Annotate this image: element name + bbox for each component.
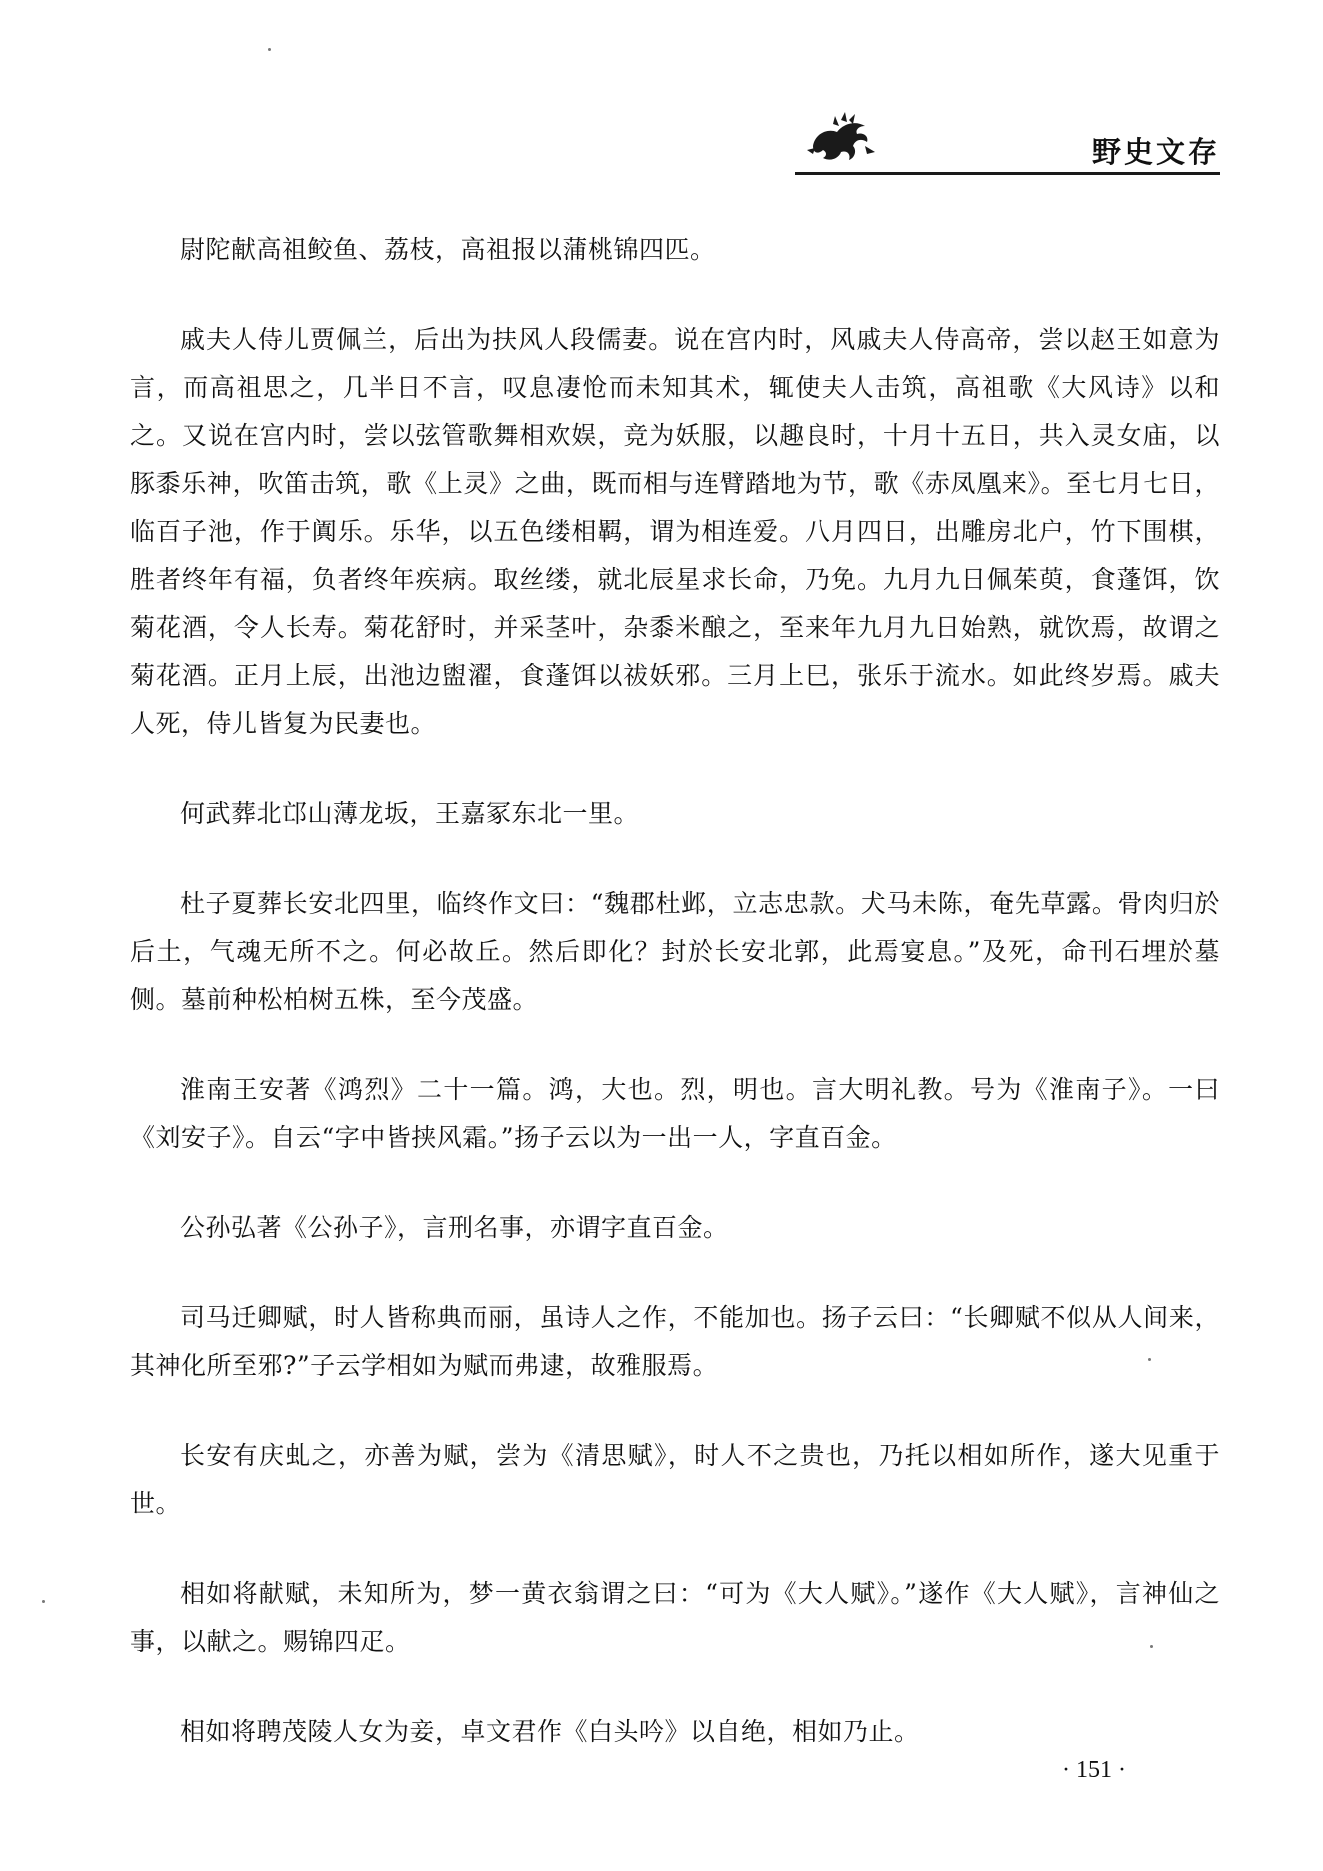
series-title: 野史文存 — [1091, 135, 1220, 169]
dragon-emblem-icon — [805, 106, 877, 170]
paragraph: 戚夫人侍儿贾佩兰，后出为扶风人段儒妻。说在宫内时，风戚夫人侍高帝，尝以赵王如意为言，而高祖思之，几半日不言，叹息凄怆而未知其术，辄使夫人击筑，高祖歌《大风诗》以和之。又说在宫内时，尝以弦管歌舞相欢娱，竞为妖服，以趣良时，十月十五日，共入灵女庙，以豚黍乐神，吹笛击筑，歌《上灵》之曲，既而相与连臂踏地为节，歌《赤凤凰来》。至七月七日，临百子池，作于阗乐。乐华，以五色缕相羁，谓为相连爱。八月四日，出雕房北户，竹下围棋，胜者终年有福，负者终年疾病。取丝缕，就北辰星求长命，乃免。九月九日佩茱萸，食蓬饵，饮菊花酒，令人长寿。菊花舒时，并采茎叶，杂黍米酿之，至来年九月九日始熟，就饮焉，故谓之菊花酒。正月上辰，出池边盥濯，食蓬饵以祓妖邪。三月上巳，张乐于流水。如此终岁焉。戚夫人死，侍儿皆复为民妻也。 — [130, 325, 1220, 738]
paragraph: 相如将献赋，未知所为，梦一黄衣翁谓之曰：“可为《大人赋》。”遂作《大人赋》，言神仙之事，以献之。赐锦四疋。 — [130, 1579, 1220, 1656]
paragraph: 长安有庆虬之，亦善为赋，尝为《清思赋》，时人不之贵也，乃托以相如所作，遂大见重于世。 — [130, 1441, 1220, 1518]
scan-speck — [1148, 1358, 1151, 1361]
paragraph: 公孙弘著《公孙子》，言刑名事，亦谓字直百金。 — [180, 1213, 729, 1242]
paragraph: 尉陀献高祖鲛鱼、荔枝，高祖报以蒲桃锦四匹。 — [180, 235, 716, 264]
scan-speck — [42, 1600, 45, 1603]
header-divider — [795, 172, 1220, 175]
paragraph: 司马迁卿赋，时人皆称典而丽，虽诗人之作，不能加也。扬子云曰：“长卿赋不似从人间来，其神化所至邪?”子云学相如为赋而弗逮，故雅服焉。 — [130, 1303, 1220, 1380]
scan-speck — [1150, 1645, 1153, 1648]
scan-speck — [268, 48, 271, 51]
paragraph: 何武葬北邙山薄龙坂，王嘉冢东北一里。 — [180, 799, 640, 828]
paragraph: 相如将聘茂陵人女为妾，卓文君作《白头吟》以自绝，相如乃止。 — [180, 1717, 920, 1746]
running-header — [795, 98, 1220, 178]
article-body — [130, 226, 1220, 1798]
paragraph: 杜子夏葬长安北四里，临终作文曰：“魏郡杜邺，立志忠款。犬马未陈，奄先草露。骨肉归於后土，气魂无所不之。何必故丘。然后即化？封於长安北郭，此焉宴息。”及死，命刊石埋於墓侧。墓前种松柏树五株，至今茂盛。 — [130, 889, 1220, 1014]
page-number: · 151 · — [1062, 1757, 1126, 1783]
paragraph: 淮南王安著《鸿烈》二十一篇。鸿，大也。烈，明也。言大明礼教。号为《淮南子》。一曰《刘安子》。自云“字中皆挟风霜。”扬子云以为一出一人，字直百金。 — [130, 1075, 1220, 1152]
